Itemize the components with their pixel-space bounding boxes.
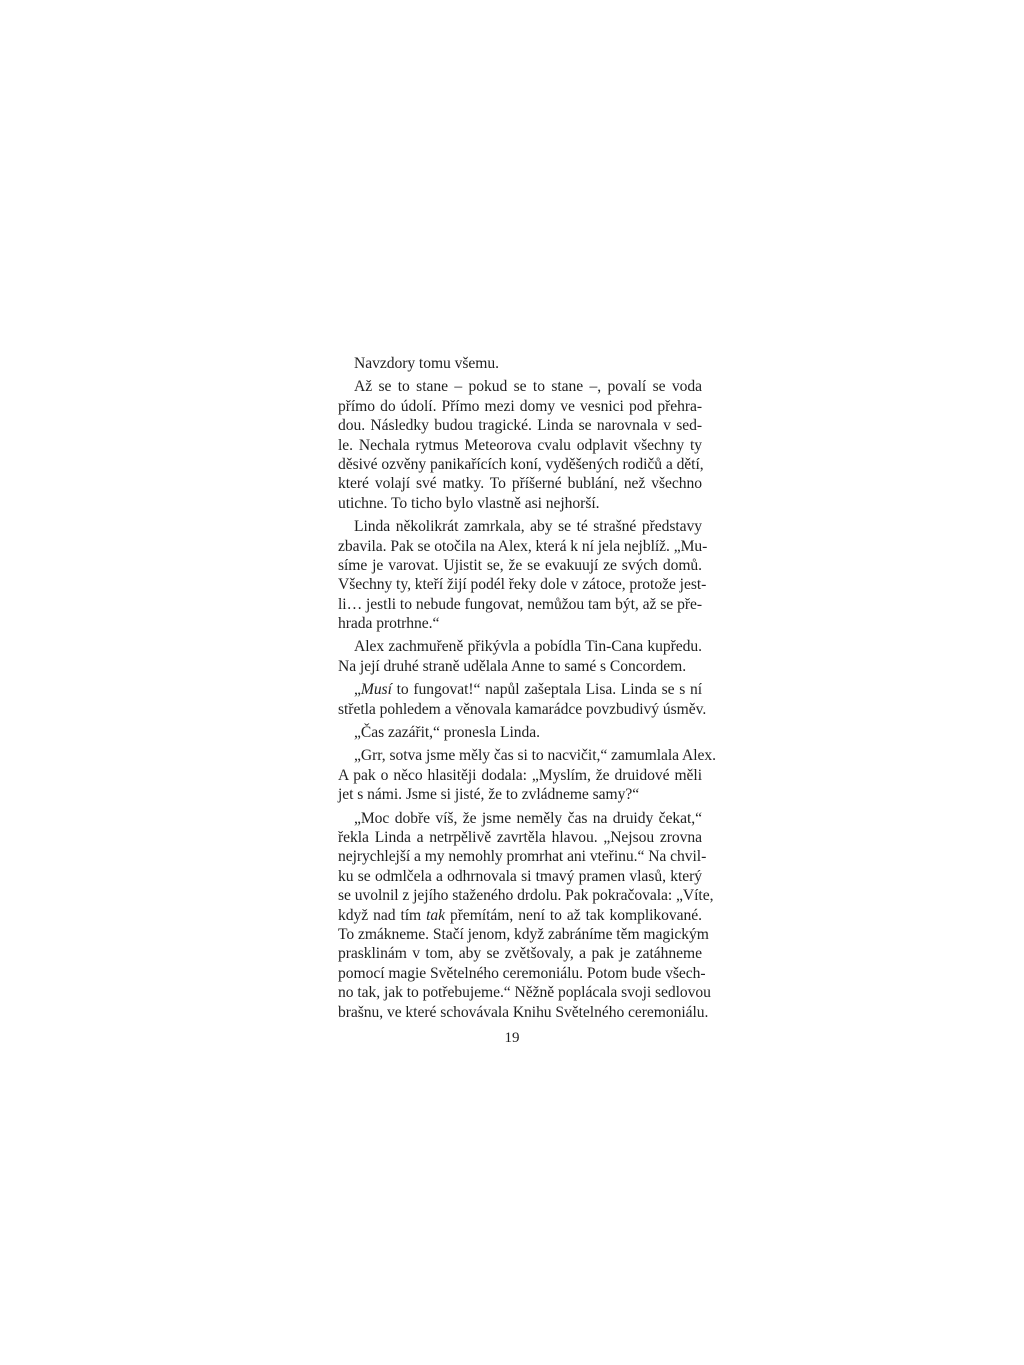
text-line: které volají své matky. To příšerné bublání, než všechno [338, 475, 702, 493]
text-line: síme je varovat. Ujistit se, že se evakuují ze svých domů. [338, 556, 702, 574]
text-line: „Čas zazářit,“ pronesla Linda. [354, 724, 540, 742]
text-line: jet s námi. Jsme si jisté, že to zvládneme samy?“ [338, 786, 640, 804]
text-line: Alex zachmuřeně přikývla a pobídla Tin-Cana kupředu. [354, 638, 702, 656]
text-line: Linda několikrát zamrkala, aby se té strašné představy [354, 518, 702, 536]
text-line: no tak, jak to potřebujeme.“ Něžně poplácala svoji sedlovou [338, 984, 711, 1002]
text-line: Až se to stane – pokud se to stane –, povalí se voda [354, 378, 702, 396]
text-line: Na její druhé straně udělala Anne to samé s Concordem. [338, 657, 687, 675]
text-line: dou. Následky budou tragické. Linda se narovnala v sed- [338, 417, 702, 435]
text-line: le. Nechala rytmus Meteorova cvalu odplavit všechny ty [338, 436, 702, 454]
text-line: utichne. To ticho bylo vlastně asi nejhorší. [338, 494, 600, 512]
text-line: zbavila. Pak se otočila na Alex, která k ní jela nejblíž. „Mu- [338, 537, 708, 555]
text-line: „Moc dobře víš, že jsme neměly čas na druidy čekat,“ [354, 809, 702, 827]
text-line: přímo do údolí. Přímo mezi domy ve vesnici pod přehra- [338, 397, 702, 415]
emphasis: Musí [360, 681, 392, 699]
text-line: řekla Linda a netrpělivě zavrtěla hlavou. „Nejsou zrovna [338, 828, 702, 846]
text-line: hrada protrhne.“ [338, 615, 440, 633]
text-line: A pak o něco hlasitěji dodala: „Myslím, že druidové měli [338, 766, 702, 784]
emphasis: tak [426, 906, 446, 924]
text-line: když nad tím tak přemítám, není to až tak komplikované. [338, 906, 702, 924]
text-line: li… jestli to nebude fungovat, nemůžou tam být, až se pře- [338, 595, 702, 613]
text-line: Navzdory tomu všemu. [354, 355, 499, 372]
text-line: střetla pohledem a věnovala kamarádce povzbudivý úsměv. [338, 700, 707, 718]
text-line: prasklinám v tom, aby se zvětšovaly, a pak je zatáhneme [338, 945, 702, 963]
text-line: ku se odmlčela a odhrnovala si tmavý pramen vlasů, který [338, 867, 702, 885]
text-line: „Musí to fungovat!“ napůl zašeptala Lisa. Linda se s ní [354, 681, 702, 699]
text-line: se uvolnil z jejího staženého drdolu. Pak pokračovala: „Víte, [338, 887, 714, 905]
body-text [338, 354, 716, 1022]
text-line: To zmákneme. Stačí jenom, když zabráníme těm magickým [338, 925, 709, 943]
text-line: brašnu, ve které schovávala Knihu Světelného ceremoniálu. [338, 1003, 709, 1021]
text-line: nejrychlejší a my nemohly promrhat ani vteřinu.“ Na chvil- [338, 848, 707, 866]
text-line: pomocí magie Světelného ceremoniálu. Potom bude všech- [338, 964, 706, 982]
text-line: děsivé ozvěny panikařících koní, vyděšených rodičů a dětí, [338, 455, 704, 473]
page-number: 19 [504, 1030, 520, 1046]
text-line: „Grr, sotva jsme měly čas si to nacvičit,“ zamumlala Alex. [354, 747, 716, 765]
text-line: Všechny ty, kteří žijí podél řeky dole v zátoce, protože jest- [338, 576, 707, 594]
